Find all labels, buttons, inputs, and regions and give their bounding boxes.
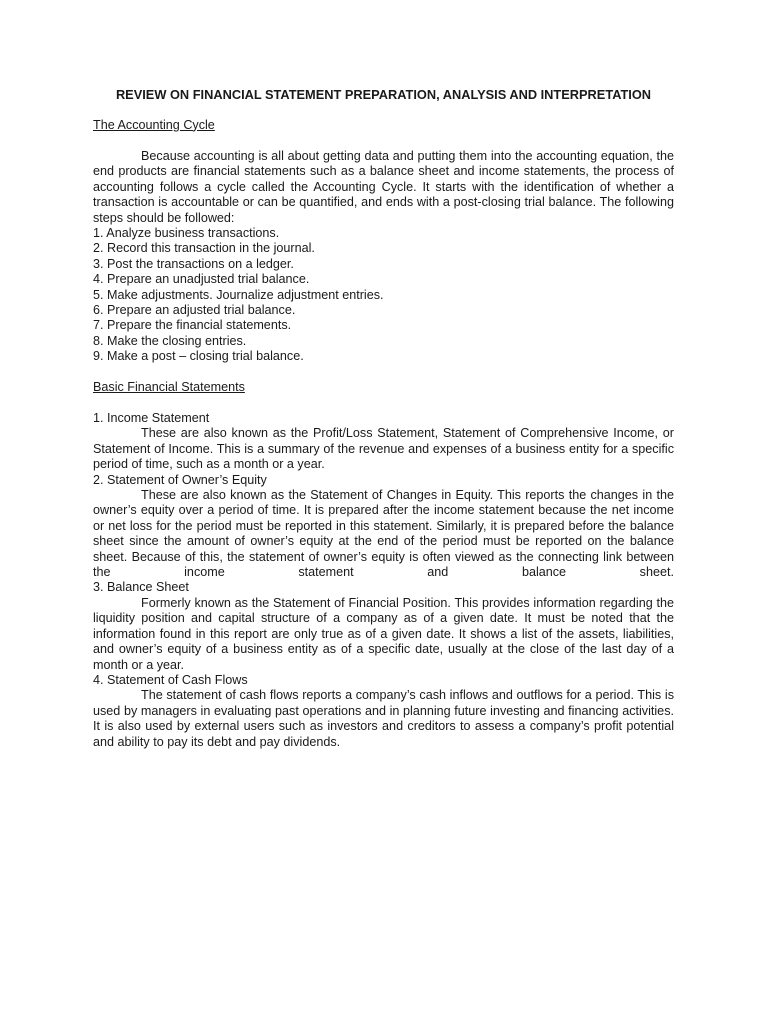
list-item: 8. Make the closing entries. xyxy=(93,333,247,348)
statement-cash-flows xyxy=(93,673,674,750)
statement-text: Formerly known as the Statement of Financial Position. This provides information regarding the liquidity position and capital structure of a company as of a given date. It must be noted that the information found in this report are only true as of a given date. It shows a list of the assets, liabilities, and owner’s equity of a business entity as of a specific date, usually at the close of the last day of a month or a year. xyxy=(93,595,674,672)
statement-owners-equity xyxy=(93,473,674,581)
document-title: REVIEW ON FINANCIAL STATEMENT PREPARATION, ANALYSIS AND INTERPRETATION xyxy=(115,87,652,102)
statement-balance-sheet xyxy=(93,580,674,672)
section-basic-financial-statements xyxy=(93,380,674,750)
list-item: 1. Analyze business transactions. xyxy=(93,225,280,240)
statement-income xyxy=(93,411,674,473)
section-heading-accounting-cycle: The Accounting Cycle xyxy=(93,117,215,132)
document-page xyxy=(93,87,674,750)
statement-heading: 3. Balance Sheet xyxy=(93,580,189,595)
accounting-cycle-intro: Because accounting is all about getting data and putting them into the accounting equation, the end products are financial statements such as a balance sheet and income statements, the process of accounting follows a cycle called the Accounting Cycle. It starts with the identification of whether a transaction is accountable or can be quantified, and ends with a post-closing trial balance. The following steps should be followed: xyxy=(93,148,674,225)
statement-text: These are also known as the Profit/Loss Statement, Statement of Comprehensive Income, or Statement of Income. This is a summary of the revenue and expenses of a business entity for a specific period of time, such as a month or a year. xyxy=(93,426,674,472)
statement-heading: 4. Statement of Cash Flows xyxy=(93,672,248,687)
list-item: 5. Make adjustments. Journalize adjustment entries. xyxy=(93,287,384,302)
list-item: 7. Prepare the financial statements. xyxy=(93,318,292,333)
section-heading-basic-financial-statements: Basic Financial Statements xyxy=(93,379,245,394)
accounting-cycle-steps xyxy=(93,226,674,365)
statement-text: The statement of cash flows reports a company’s cash inflows and outflows for a period. This is used by managers in evaluating past operations and in planning future investing and financing activities. It is also used by external users such as investors and creditors to assess a company’s profit potential and ability to pay its debt and pay dividends. xyxy=(93,688,674,749)
statement-heading: 2. Statement of Owner’s Equity xyxy=(93,472,267,487)
statement-heading: 1. Income Statement xyxy=(93,411,210,425)
statement-text: These are also known as the Statement of Changes in Equity. This reports the changes in the owner’s equity over a period of time. It is prepared after the income statement because the net income or net loss for the period must be reported in this statement. Similarly, it is prepared before the balance sheet since the amount of owner’s equity at the end of the period must be reported on the balance sheet. Because of this, the statement of owner’s equity is often viewed as the connecting link between the income statement and balance sheet. xyxy=(93,488,674,580)
section-accounting-cycle xyxy=(93,118,674,365)
list-item: 4. Prepare an unadjusted trial balance. xyxy=(93,272,310,287)
spacer xyxy=(93,365,674,380)
list-item: 6. Prepare an adjusted trial balance. xyxy=(93,302,296,317)
list-item: 9. Make a post – closing trial balance. xyxy=(93,349,304,364)
list-item: 2. Record this transaction in the journal. xyxy=(93,241,315,256)
list-item: 3. Post the transactions on a ledger. xyxy=(93,256,294,271)
